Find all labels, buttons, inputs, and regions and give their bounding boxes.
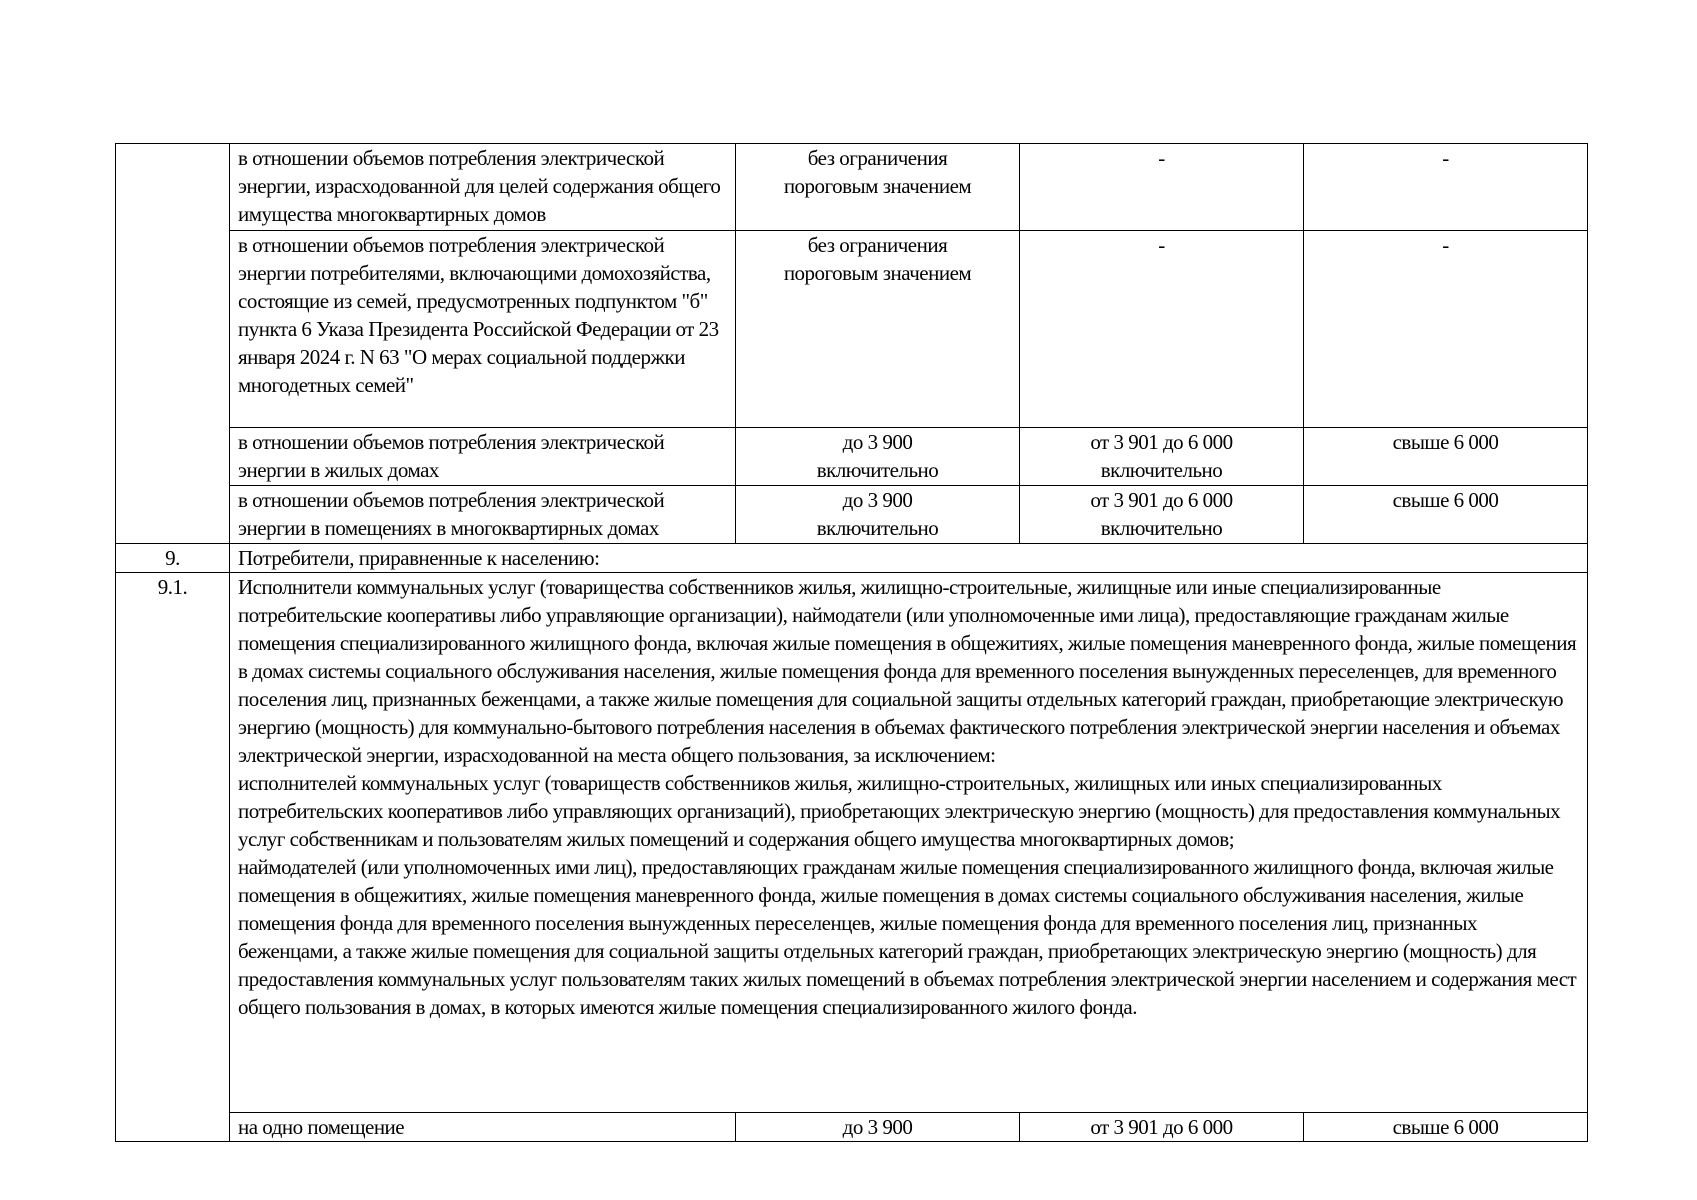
- threshold-third: -: [1304, 144, 1588, 231]
- threshold-line: без ограничения: [807, 146, 948, 170]
- threshold-third: свыше 6 000: [1304, 428, 1588, 486]
- row-number-empty: [116, 144, 230, 544]
- threshold-second: -: [1020, 144, 1304, 231]
- threshold-line: до 3 900: [842, 430, 913, 454]
- section-paragraph: Исполнители коммунальных услуг (товарищества собственников жилья, жилищно-строительные, жилищные или иные специализированные потребительские кооперативы либо управляющие организации), наймодатели (или уполномоченные ими лица), предоставляющие гражданам жилые помещения специализированного жилищного фонда, включая жилые помещения в общежитиях, жилые помещения маневренного фонда, жилые помещения в домах системы социального обслуживания населения, жилые помещения фонда для временного поселения вынужденных переселенцев, для временного поселения лиц, признанных беженцами, а также жилые помещения для социальной защиты отдельных категорий граждан, приобретающие электрическую энергию (мощность) для коммунально-бытового потребления населения в объемах фактического потребления электрической энергии населения и объемах электрической энергии, израсходованной на места общего пользования, за исключением:: [238, 575, 1577, 767]
- threshold-first: [736, 231, 1020, 428]
- threshold-line: включительно: [1100, 458, 1223, 482]
- row-description: в отношении объемов потребления электрической энергии, израсходованной для целей содержания общего имущества многоквартирных домов: [230, 144, 736, 231]
- threshold-second: от 3 901 до 6 000: [1020, 1113, 1304, 1142]
- threshold-line: от 3 901 до 6 000: [1090, 430, 1233, 454]
- threshold-line: до 3 900: [842, 488, 913, 512]
- threshold-line: включительно: [816, 458, 939, 482]
- row-description: в отношении объемов потребления электрической энергии потребителями, включающими домохозяйства, состоящие из семей, предусмотренных подпунктом "б" пункта 6 Указа Президента Российской Федерации от 23 января 2024 г. N 63 "О мерах социальной поддержки многодетных семей": [230, 231, 736, 428]
- threshold-first: [736, 486, 1020, 544]
- row-description: на одно помещение: [230, 1113, 736, 1142]
- threshold-second: [1020, 428, 1304, 486]
- threshold-line: пороговым значением: [783, 174, 972, 198]
- threshold-third: -: [1304, 231, 1588, 428]
- threshold-line: включительно: [1100, 516, 1223, 540]
- threshold-second: -: [1020, 231, 1304, 428]
- threshold-first: до 3 900: [736, 1113, 1020, 1142]
- row-description: в отношении объемов потребления электрической энергии в помещениях в многоквартирных домах: [230, 486, 736, 544]
- threshold-first: [736, 428, 1020, 486]
- section-number: 9.: [116, 544, 230, 573]
- section-body: [230, 573, 1588, 1113]
- section-paragraph: исполнителей коммунальных услуг (товариществ собственников жилья, жилищно-строительных, жилищных или иных специализированных потребительских кооперативов либо управляющих организаций), приобретающих электрическую энергию (мощность) для предоставления коммунальных услуг собственникам и пользователям жилых помещений и содержания общего имущества многоквартирных домов;: [238, 771, 1561, 851]
- row-description: в отношении объемов потребления электрической энергии в жилых домах: [230, 428, 736, 486]
- section-row: [116, 544, 1588, 573]
- section-row: [116, 573, 1588, 1113]
- section-number: 9.1.: [116, 573, 230, 1142]
- section-title: Потребители, приравненные к населению:: [230, 544, 1588, 573]
- threshold-line: без ограничения: [807, 233, 948, 257]
- threshold-second: [1020, 486, 1304, 544]
- threshold-line: включительно: [816, 516, 939, 540]
- threshold-third: свыше 6 000: [1304, 1113, 1588, 1142]
- table-row: [116, 1113, 1588, 1142]
- threshold-line: от 3 901 до 6 000: [1090, 488, 1233, 512]
- table-row: [116, 486, 1588, 544]
- section-paragraph: наймодателей (или уполномоченных ими лиц), предоставляющих гражданам жилые помещения специализированного жилищного фонда, включая жилые помещения в общежитиях, жилые помещения маневренного фонда, жилые помещения в домах системы социального обслуживания населения, жилые помещения фонда для временного поселения вынужденных переселенцев, жилые помещения фонда для временного поселения лиц, признанных беженцами, а также жилые помещения для социальной защиты отдельных категорий граждан, приобретающих электрическую энергию (мощность) для предоставления коммунальных услуг пользователям таких жилых помещений в объемах потребления электрической энергии населением и содержания мест общего пользования в домах, в которых имеются жилые помещения специализированного жилого фонда.: [238, 855, 1577, 1019]
- threshold-third: свыше 6 000: [1304, 486, 1588, 544]
- table-row: [116, 144, 1588, 231]
- threshold-line: пороговым значением: [783, 261, 972, 285]
- tariff-table: [115, 143, 1588, 1142]
- table-row: [116, 231, 1588, 428]
- threshold-first: [736, 144, 1020, 231]
- table-row: [116, 428, 1588, 486]
